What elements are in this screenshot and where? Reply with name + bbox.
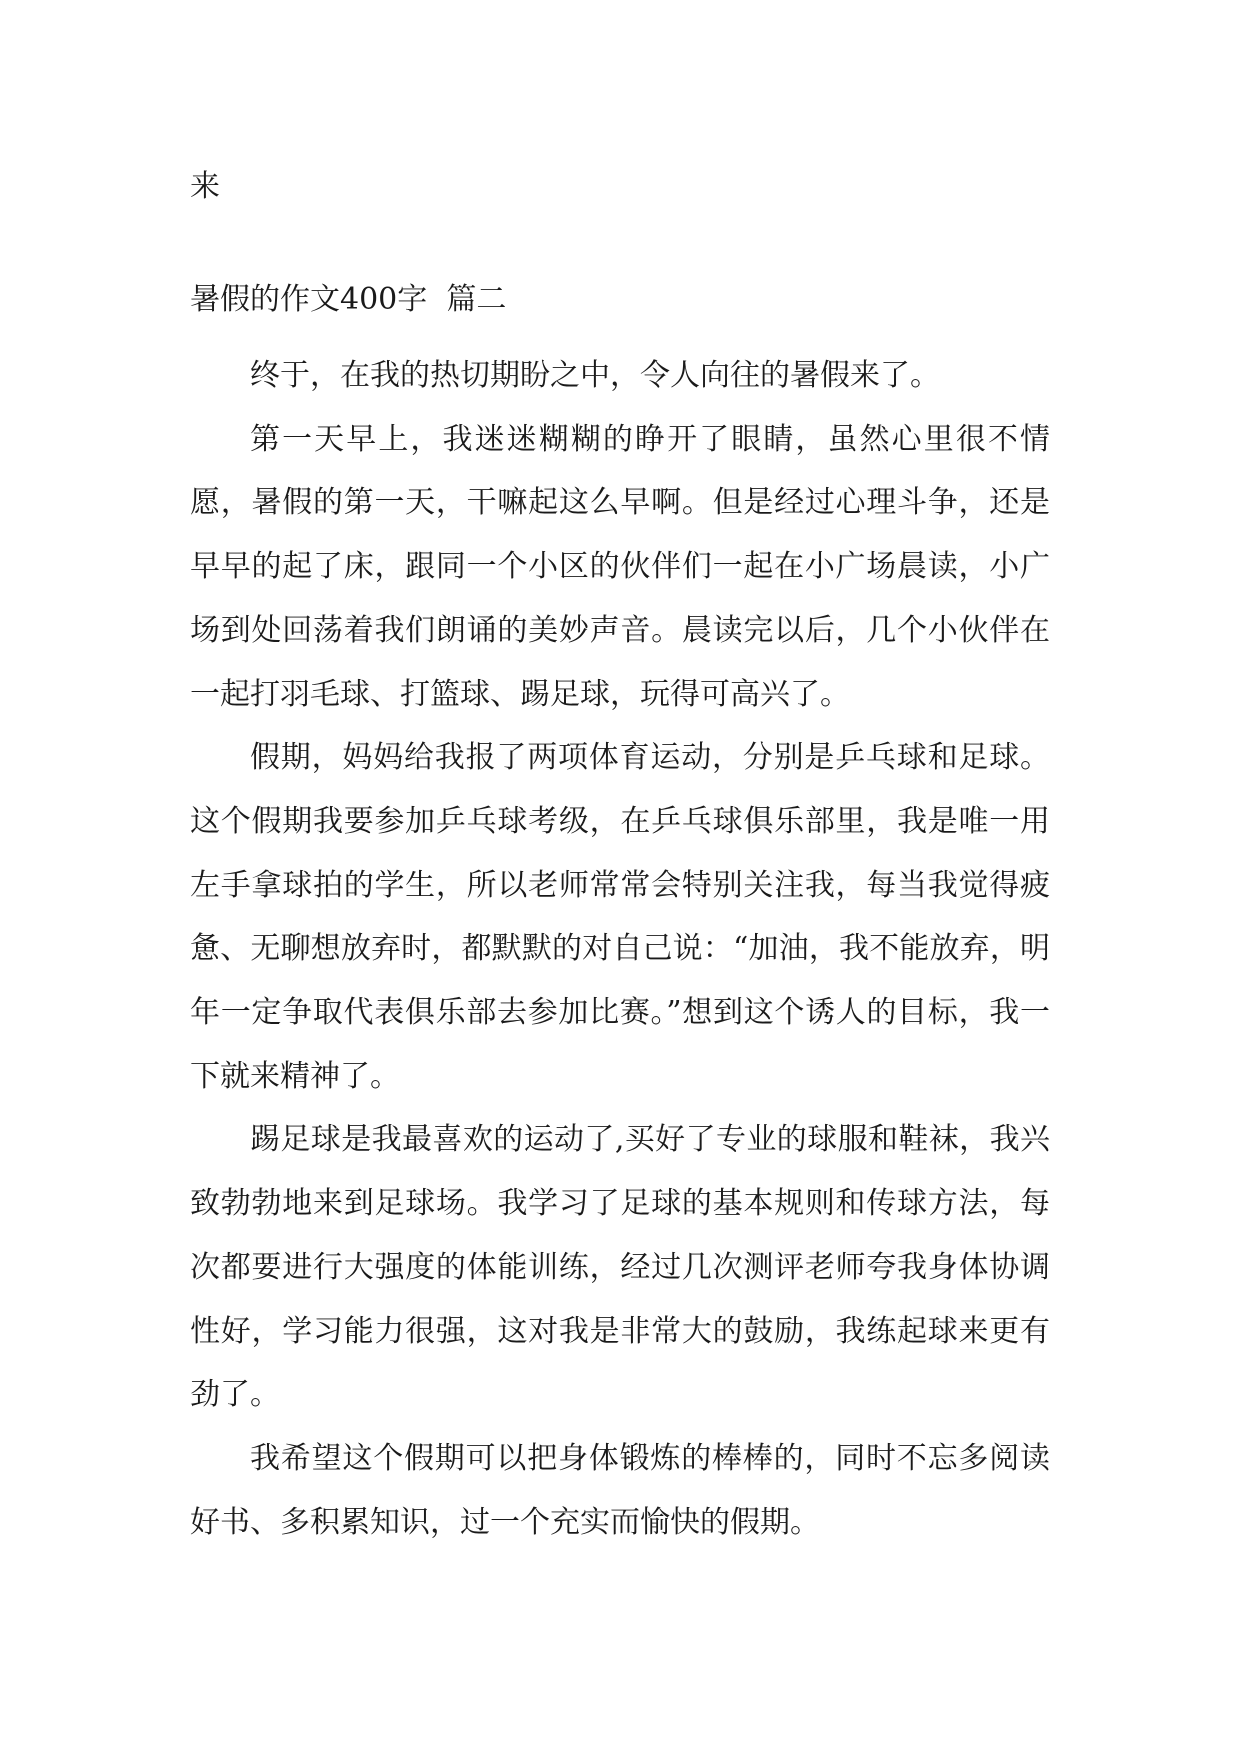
continued-text-fragment: 来 <box>190 169 220 204</box>
paragraph: 终于，在我的热切期盼之中，令人向往的暑假来了。 <box>250 358 940 393</box>
paragraph: 踢足球是我最喜欢的运动了,买好了专业的球服和鞋袜，我兴致勃勃地来到足球场。我学习了足球的基本规则和传球方法，每次都要进行大强度的体能训练，经过几次测评老师夸我身体协调性好，学习能力很强，这对我是非常大的鼓励，我练起球来更有劲了。 <box>190 1122 1050 1413</box>
paragraph: 我希望这个假期可以把身体锻炼的棒棒的，同时不忘多阅读好书、多积累知识，过一个充实而愉快的假期。 <box>190 1440 1050 1540</box>
essay-body <box>190 344 1050 1554</box>
section-title: 暑假的作文400字 篇二 <box>190 282 507 317</box>
paragraph: 假期，妈妈给我报了两项体育运动，分别是乒乓球和足球。这个假期我要参加乒乓球考级，在乒乓球俱乐部里，我是唯一用左手拿球拍的学生，所以老师常常会特别关注我，每当我觉得疲惫、无聊想放弃时，都默默的对自己说：“加油，我不能放弃，明年一定争取代表俱乐部去参加比赛。”想到这个诱人的目标，我一下就来精神了。 <box>190 740 1050 1094</box>
paragraph: 第一天早上，我迷迷糊糊的睁开了眼睛，虽然心里很不情愿，暑假的第一天，干嘛起这么早啊。但是经过心理斗争，还是早早的起了床，跟同一个小区的伙伴们一起在小广场晨读，小广场到处回荡着我们朗诵的美妙声音。晨读完以后，几个小伙伴在一起打羽毛球、打篮球、踢足球，玩得可高兴了。 <box>190 421 1050 712</box>
